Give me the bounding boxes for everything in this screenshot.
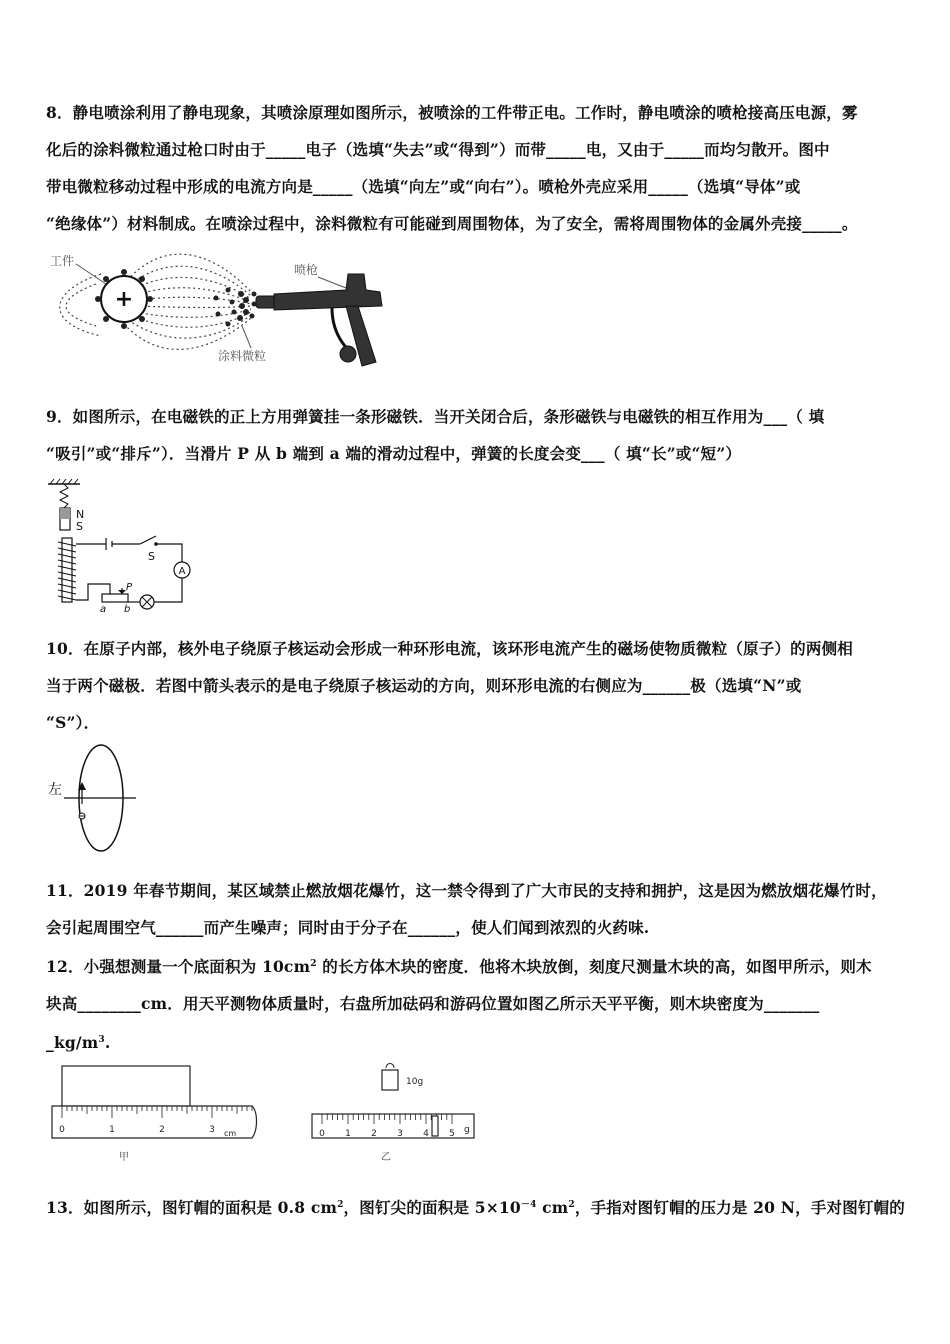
q8-line-2: 化后的涂料微粒通过枪口时由于_____电子（选填“失去”或“得到”）而带_____电，又由于_____而均匀散开。图中: [46, 140, 830, 159]
ammeter-label: A: [178, 566, 186, 577]
scale-unit: g: [464, 1125, 470, 1135]
scale-tick-4: 4: [423, 1129, 429, 1139]
q8-line-1: 8．静电喷涂利用了静电现象，其喷涂原理如图所示，被喷涂的工件带正电。工作时，静电喷涂的喷枪接高压电源，雾: [46, 103, 858, 122]
gun-label: 喷枪: [294, 263, 319, 277]
figure-b-label: 乙: [381, 1152, 391, 1163]
q12-line-1: 12．小强想测量一个底面积为 $10cm^2$ 的长方体木块的密度．他将木块放倒，刻度尺测量木块的高，如图甲所示，则木: [46, 957, 872, 977]
left-label: 左: [48, 782, 62, 798]
q11-line-2: 会引起周围空气______而产生噪声；同时由于分子在______，使人们闻到浓烈的火药味.: [46, 918, 650, 937]
workpiece-plus: +: [114, 287, 134, 312]
particles-label: 涂料微粒: [218, 349, 267, 363]
weight-10g: [382, 1070, 398, 1090]
electromagnet-circuit-figure: [46, 478, 194, 614]
scale-tick-3: 3: [397, 1129, 403, 1139]
q10-line-2: 当于两个磁极．若图中箭头表示的是电子绕原子核运动的方向，则环形电流的右侧应为______极（选填“N”或: [46, 676, 802, 695]
ruler-tick-1: 1: [109, 1125, 115, 1135]
ruler-tick-0: 0: [59, 1125, 65, 1135]
q9-line-2: “吸引”或“排斥”）．当滑片 P 从 b 端到 a 端的滑动过程中，弹簧的长度会变___（ 填“长”或“短”）: [46, 444, 742, 463]
q8-line-3: 带电微粒移动过程中形成的电流方向是_____（选填“向左”或“向右”）。喷枪外壳应采用_____（选填“导体”或: [46, 177, 801, 196]
end-a-label: a: [100, 604, 107, 614]
q10-line-3: “S”）．: [46, 713, 100, 732]
question-8: [46, 94, 912, 242]
magnet-s: S: [76, 520, 83, 533]
electron-orbit-figure: [46, 742, 142, 858]
q9-line-1: 9．如图所示，在电磁铁的正上方用弹簧挂一条形磁铁．当开关闭合后，条形磁铁与电磁铁的相互作用为___（ 填: [46, 407, 825, 426]
slider-p-label: P: [126, 582, 133, 593]
q12-line-3: $\_kg/m^3$.: [46, 1033, 111, 1053]
ruler-unit: cm: [224, 1129, 237, 1138]
scale-tick-2: 2: [371, 1129, 377, 1139]
electrostatic-spray-figure: [46, 244, 390, 376]
magnet-n: N: [76, 508, 85, 521]
question-9: [46, 398, 912, 472]
scale-tick-1: 1: [345, 1129, 351, 1139]
end-b-label: b: [124, 604, 131, 614]
question-13: [46, 1187, 912, 1226]
scale-tick-0: 0: [319, 1129, 325, 1139]
q11-line-1: 11．2019 年春节期间，某区域禁止燃放烟花爆竹，这一禁令得到了广大市民的支持和拥护，这是因为燃放烟花爆竹时，: [46, 881, 887, 900]
q8-line-4: “绝缘体”）材料制成。在喷涂过程中，涂料微粒有可能碰到周围物体，为了安全，需将周围物体的金属外壳接_____。: [46, 214, 858, 233]
ruler-and-balance-figure: [46, 1060, 486, 1170]
rider: [432, 1116, 438, 1136]
scale-tick-5: 5: [449, 1129, 455, 1139]
question-11: [46, 872, 912, 946]
switch-label: S: [148, 550, 155, 563]
question-10: [46, 630, 912, 741]
q13-line-1: 13．如图所示，图钉帽的面积是 0.8 $cm^2$，图钉尖的面积是 $5\times 10^{-4}$ $cm^2$，手指对图钉帽的压力是 20 N，手对图钉帽的: [46, 1198, 906, 1218]
weight-label: 10g: [406, 1077, 424, 1087]
workpiece-label: 工件: [50, 254, 75, 268]
q12-line-2: 块高________cm．用天平测物体质量时，右盘所加砝码和游码位置如图乙所示天平平衡，则木块密度为_______: [46, 994, 820, 1014]
q10-line-1: 10．在原子内部，核外电子绕原子核运动会形成一种环形电流，该环形电流产生的磁场使物质微粒（原子）的两侧相: [46, 639, 853, 658]
question-12: [46, 946, 912, 1061]
wood-block: [62, 1066, 190, 1106]
ruler-tick-3: 3: [209, 1125, 215, 1135]
figure-a-label: 甲: [119, 1152, 129, 1163]
ruler-tick-2: 2: [159, 1125, 165, 1135]
